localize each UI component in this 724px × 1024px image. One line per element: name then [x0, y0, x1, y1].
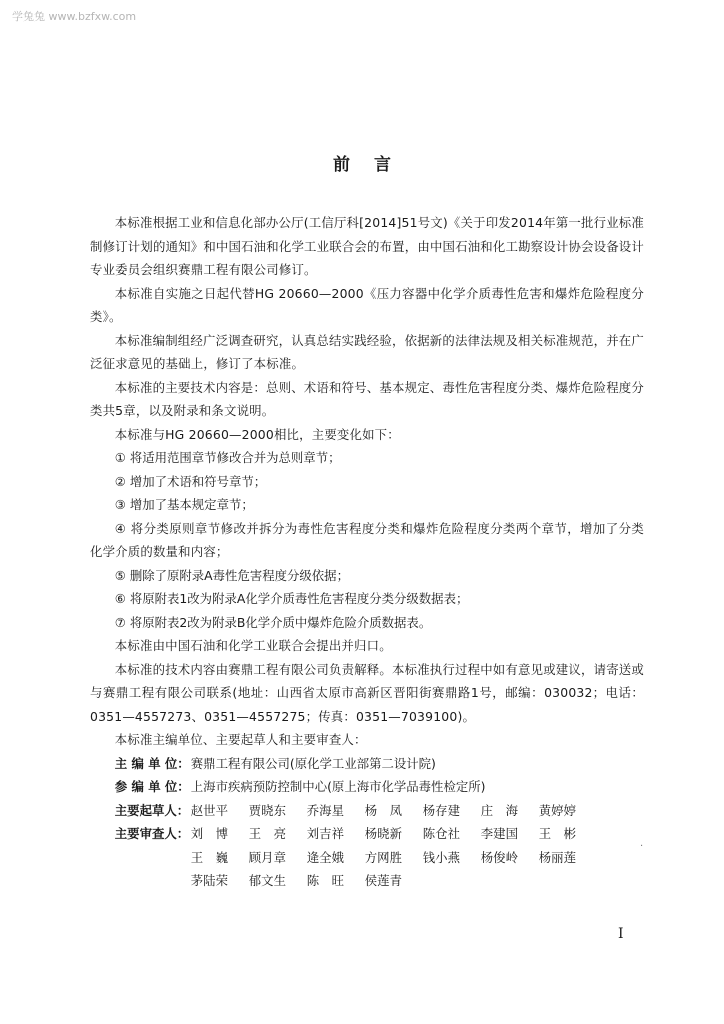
reviewer-name: 杨俊岭	[480, 849, 518, 865]
change-item: ① 将适用范围章节修改合并为总则章节；	[114, 450, 341, 465]
reviewer-name: 侯莲青	[364, 873, 402, 888]
drafters-row	[90, 799, 644, 823]
preface-body	[90, 211, 644, 893]
paragraph: 本标准编制组经广泛调查研究，认真总结实践经验，依据新的法律法规及相关标准规范，并在广泛征求意见的基础上，修订了本标准。	[90, 332, 644, 371]
drafter-name: 乔海星	[306, 802, 344, 818]
drafter-name: 赵世平	[190, 802, 228, 818]
chief-unit-row	[90, 752, 644, 776]
watermark: 学兔兔 www.bzfxw.com	[12, 10, 137, 23]
reviewer-name: 杨丽莲	[538, 849, 576, 865]
change-item: ⑤ 删除了原附录A毒性危害程度分级依据；	[114, 567, 349, 583]
change-item: ④ 将分类原则章节修改并拆分为毒性危害程度分类和爆炸危险程度分类两个章节，增加了分类化学介质的数量和内容；	[90, 520, 644, 559]
drafter-name: 贾晓东	[248, 802, 286, 818]
chief-unit: 赛鼎工程有限公司(原化学工业部第二设计院)	[190, 755, 436, 771]
drafter-name: 黄婷婷	[538, 802, 576, 818]
paragraph: 本标准主编单位、主要起草人和主要审查人：	[114, 732, 367, 747]
chief-unit-label: 主 编 单 位：	[114, 755, 190, 771]
joint-unit-row	[90, 775, 644, 799]
page-title: 前言	[333, 155, 415, 175]
reviewer-name: 钱小燕	[422, 849, 460, 865]
reviewer-name: 李建国	[480, 826, 518, 841]
change-item: ⑦ 将原附表2改为附录B化学介质中爆炸危险介质数据表。	[114, 614, 432, 630]
reviewer-name: 茅陆荣	[190, 873, 228, 888]
drafters-list	[191, 799, 644, 823]
reviewer-name: 逄全娥	[306, 849, 344, 865]
drafter-name: 庄 海	[480, 802, 518, 818]
reviewer-name: 杨晓新	[364, 826, 402, 841]
stray-mark: .	[640, 838, 644, 849]
change-item: ⑥ 将原附表1改为附录A化学介质毒性危害程度分类分级数据表；	[114, 591, 469, 606]
reviewers-row	[90, 822, 644, 893]
reviewers-label: 主要审查人：	[114, 826, 190, 841]
drafter-name: 杨 凤	[364, 802, 402, 818]
paragraph: 本标准自实施之日起代替HG 20660—2000《压力容器中化学介质毒性危害和爆炸危险程度分类》。	[90, 285, 644, 324]
change-item: ② 增加了术语和符号章节；	[114, 473, 267, 489]
reviewer-name: 郁文生	[248, 873, 286, 888]
change-item: ③ 增加了基本规定章节；	[114, 497, 254, 512]
paragraph: 本标准由中国石油和化学工业联合会提出并归口。	[114, 638, 392, 653]
joint-unit: 上海市疾病预防控制中心(原上海市化学品毒性检定所)	[190, 779, 486, 794]
paragraph: 本标准的主要技术内容是：总则、术语和符号、基本规定、毒性危害程度分类、爆炸危险程度分类共5章，以及附录和条文说明。	[90, 379, 644, 418]
reviewer-name: 方网胜	[364, 849, 402, 865]
page-number: I	[618, 926, 624, 942]
paragraph: 本标准根据工业和信息化部办公厅(工信厅科[2014]51号文)《关于印发2014年第一批行业标准制修订计划的通知》和中国石油和化学工业联合会的布置，由中国石油和化工勘察设计协会设备设计专业委员会组织赛鼎工程有限公司修订。	[90, 215, 644, 277]
paragraph: 本标准的技术内容由赛鼎工程有限公司负责解释。本标准执行过程中如有意见或建议，请寄送或与赛鼎工程有限公司联系(地址：山西省太原市高新区晋阳街赛鼎路1号，邮编：030032；电话：0351—4557273、0351—4557275；传真：0351—7039100)。	[90, 661, 644, 724]
reviewer-name: 顾月章	[248, 849, 286, 865]
reviewer-name: 刘 博	[190, 826, 228, 841]
reviewer-name: 刘吉祥	[306, 826, 344, 841]
reviewer-name: 王 彬	[538, 826, 576, 841]
drafter-name: 杨存建	[422, 802, 460, 818]
reviewer-name: 陈仓社	[422, 826, 460, 841]
reviewer-name: 王 巍	[190, 849, 228, 865]
reviewers-list	[191, 822, 644, 893]
reviewer-name: 陈 旺	[306, 873, 344, 888]
drafters-label: 主要起草人：	[114, 802, 190, 818]
reviewer-name: 王 亮	[248, 826, 286, 841]
joint-unit-label: 参 编 单 位：	[114, 779, 190, 794]
paragraph: 本标准与HG 20660—2000相比，主要变化如下：	[114, 426, 400, 442]
